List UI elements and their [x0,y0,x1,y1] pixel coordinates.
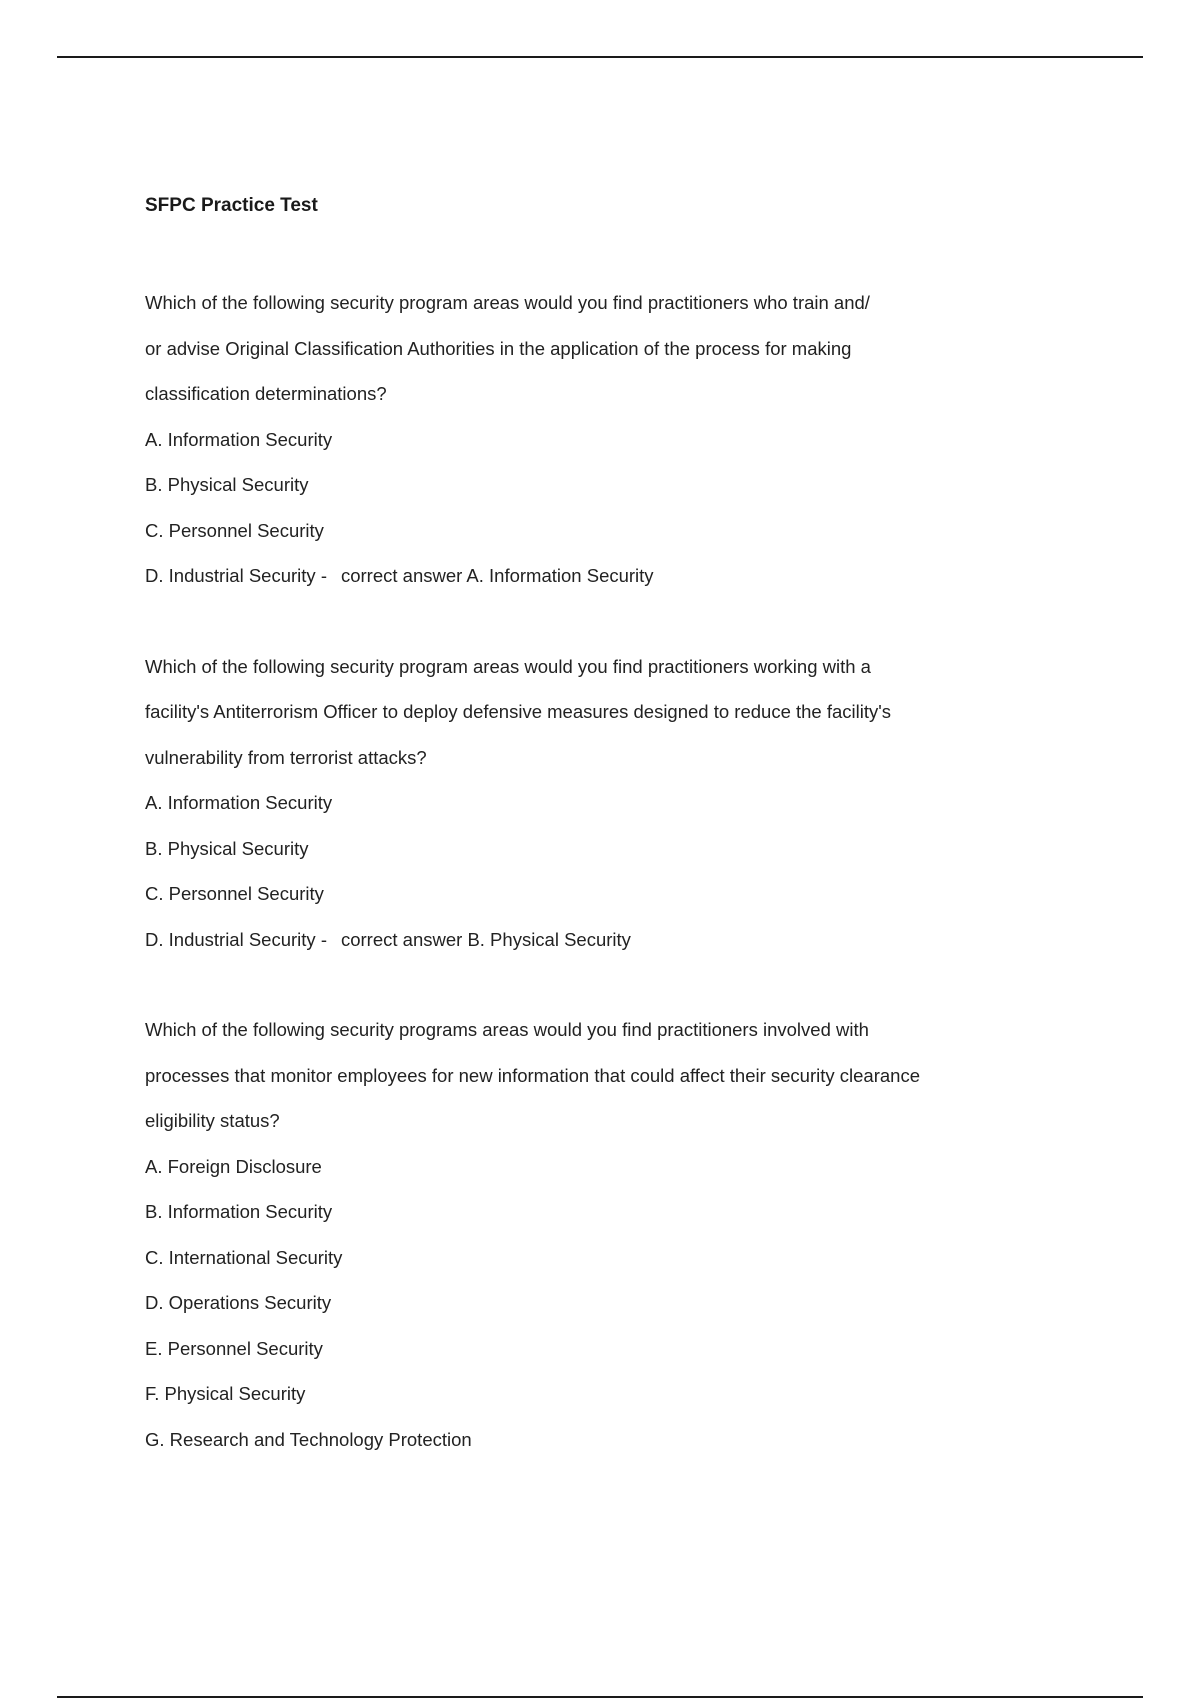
option-e: E. Personnel Security [145,1337,323,1359]
correct-answer: correct answer B. Physical Security [340,928,631,950]
option-d-with-answer [145,553,1045,599]
question-text-line: eligibility status? [145,1110,280,1131]
option-c: C. Personnel Security [145,883,324,904]
option-d-with-answer [145,917,1045,963]
question-text-line: classification determinations? [145,383,387,404]
question-3 [145,1007,1045,1462]
question-2 [145,644,1045,963]
option-c: C. Personnel Security [145,519,324,541]
option-b: B. Physical Security [145,474,309,495]
question-text-line: facility's Antiterrorism Officer to deploy defensive measures designed to reduce the facility's [145,701,892,722]
top-divider [57,56,1143,58]
question-text-line: Which of the following security program areas would you find practitioners who train and/ [145,292,870,313]
option-a: A. Foreign Disclosure [145,1155,322,1177]
question-text-line: processes that monitor employees for new information that could affect their security clearance [145,1064,920,1086]
option-d: D. Industrial Security - [145,928,327,950]
option-d: D. Industrial Security - [145,565,327,586]
option-b: B. Information Security [145,1201,333,1222]
document-title: SFPC Practice Test [145,195,318,216]
document-body [145,190,1045,1462]
correct-answer: correct answer A. Information Security [340,565,654,586]
option-g: G. Research and Technology Protection [145,1428,472,1450]
option-a: A. Information Security [145,428,333,450]
question-1 [145,280,1045,599]
option-a: A. Information Security [145,792,333,813]
question-text-line: Which of the following security programs areas would you find practitioners involved with [145,1019,869,1040]
option-c: C. International Security [145,1246,343,1268]
option-f: F. Physical Security [145,1383,306,1404]
question-text-line: vulnerability from terrorist attacks? [145,746,427,768]
question-text-line: Which of the following security program areas would you find practitioners working with a [145,655,871,677]
question-text-line: or advise Original Classification Authorities in the application of the process for making [145,337,852,359]
option-b: B. Physical Security [145,837,309,859]
option-d: D. Operations Security [145,1292,332,1313]
bottom-divider [57,1696,1143,1698]
